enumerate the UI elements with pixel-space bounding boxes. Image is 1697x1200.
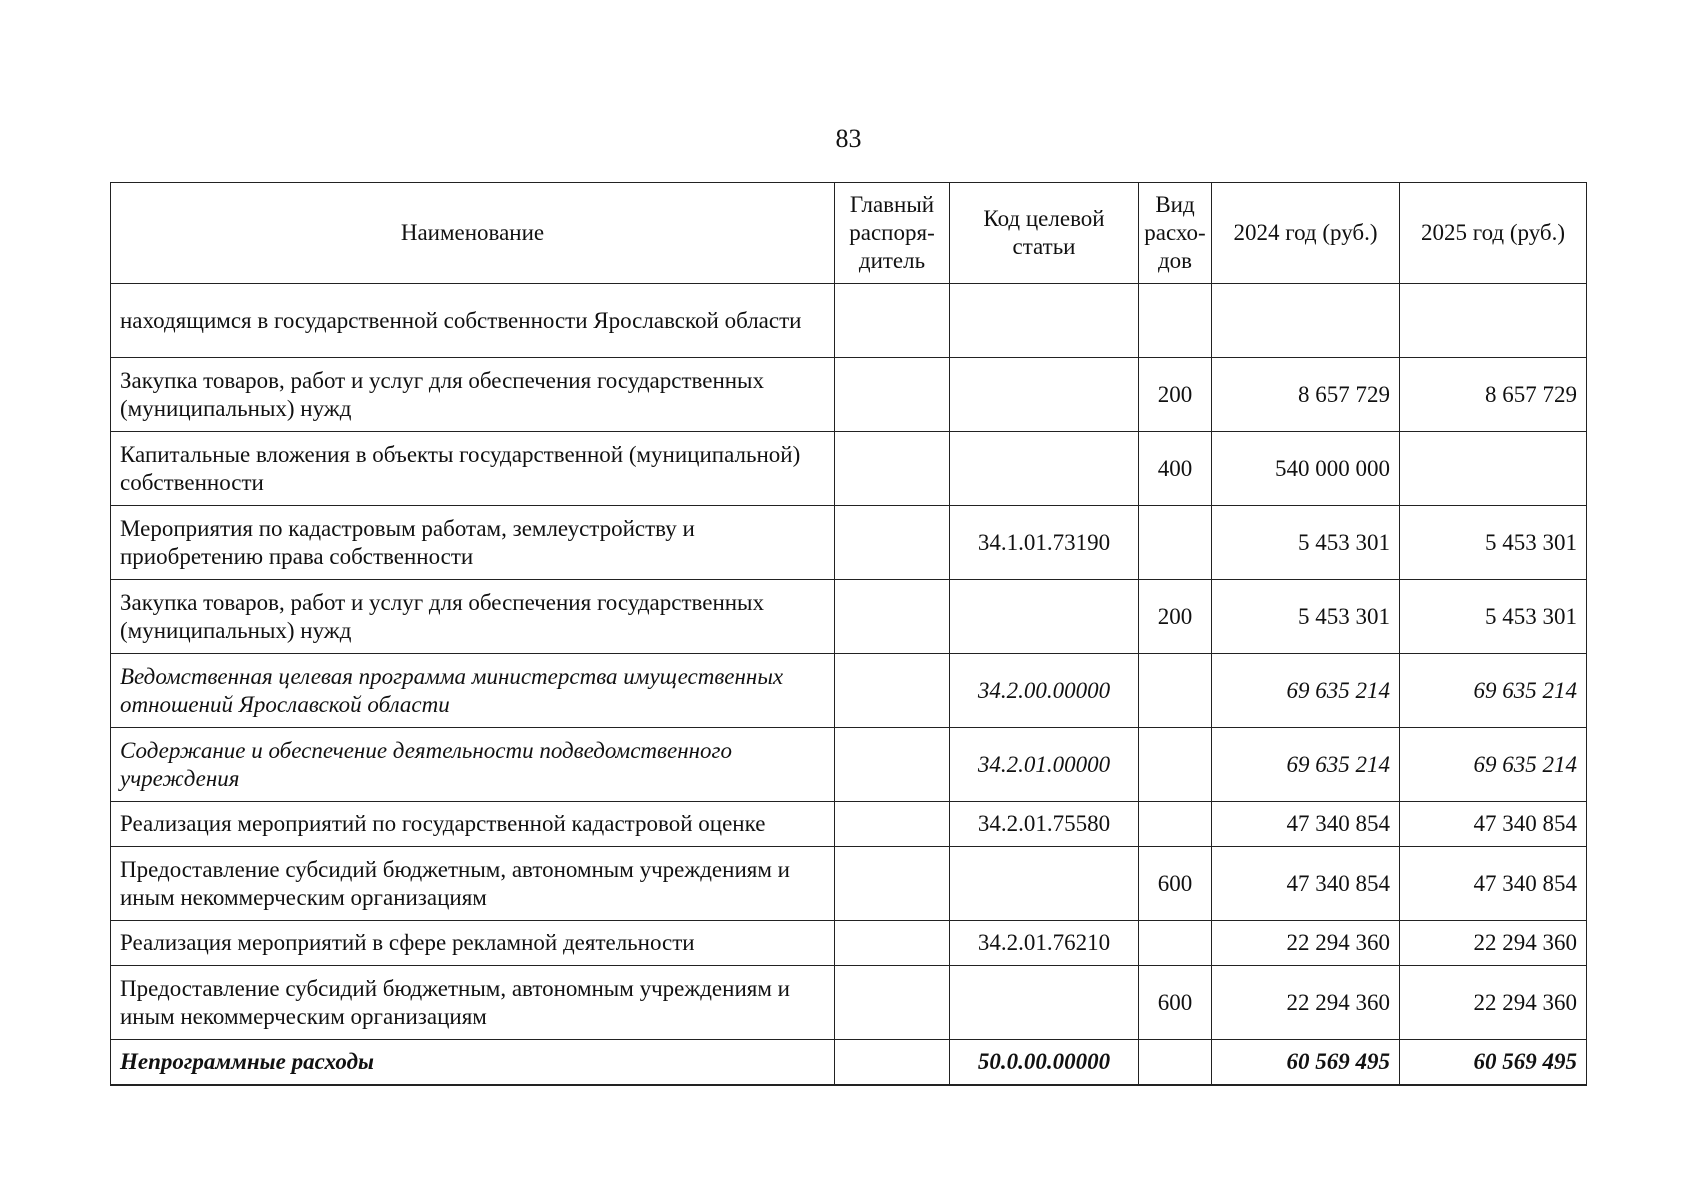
cell-2024: 540 000 000 xyxy=(1212,432,1400,506)
cell-2025: 60 569 495 xyxy=(1400,1040,1587,1085)
cell-type: 200 xyxy=(1139,580,1212,654)
cell-code xyxy=(950,847,1139,921)
table-row xyxy=(111,921,1587,966)
cell-type: 200 xyxy=(1139,358,1212,432)
cell-name: Капитальные вложения в объекты государственной (муниципальной) собственности xyxy=(111,432,835,506)
cell-2025: 69 635 214 xyxy=(1400,654,1587,728)
cell-type: 600 xyxy=(1139,847,1212,921)
cell-name: Закупка товаров, работ и услуг для обеспечения государственных (муниципальных) нужд xyxy=(111,358,835,432)
cell-type xyxy=(1139,728,1212,802)
cell-2025: 5 453 301 xyxy=(1400,580,1587,654)
cell-2024: 22 294 360 xyxy=(1212,966,1400,1040)
cell-type xyxy=(1139,654,1212,728)
cell-code xyxy=(950,966,1139,1040)
cell-code xyxy=(950,432,1139,506)
cell-code: 34.2.01.00000 xyxy=(950,728,1139,802)
cell-2025: 22 294 360 xyxy=(1400,966,1587,1040)
cell-name: находящимся в государственной собственности Ярославской области xyxy=(111,284,835,358)
cell-2025: 69 635 214 xyxy=(1400,728,1587,802)
cell-manager xyxy=(835,966,950,1040)
cell-name: Реализация мероприятий по государственной кадастровой оценке xyxy=(111,802,835,847)
cell-2025 xyxy=(1400,432,1587,506)
cell-manager xyxy=(835,358,950,432)
cell-code: 50.0.00.00000 xyxy=(950,1040,1139,1085)
table-row xyxy=(111,506,1587,580)
table-row xyxy=(111,284,1587,358)
cell-type xyxy=(1139,1040,1212,1085)
table-row xyxy=(111,580,1587,654)
header-type: Вид расхо-дов xyxy=(1139,183,1212,284)
cell-code xyxy=(950,284,1139,358)
cell-code xyxy=(950,580,1139,654)
table-row xyxy=(111,1040,1587,1085)
cell-name: Закупка товаров, работ и услуг для обеспечения государственных (муниципальных) нужд xyxy=(111,580,835,654)
header-name: Наименование xyxy=(111,183,835,284)
cell-2024: 60 569 495 xyxy=(1212,1040,1400,1085)
cell-2025: 8 657 729 xyxy=(1400,358,1587,432)
cell-2024: 5 453 301 xyxy=(1212,580,1400,654)
cell-2024: 69 635 214 xyxy=(1212,728,1400,802)
cell-manager xyxy=(835,728,950,802)
table-row xyxy=(111,847,1587,921)
cell-2025: 22 294 360 xyxy=(1400,921,1587,966)
cell-code: 34.1.01.73190 xyxy=(950,506,1139,580)
page-number: 83 xyxy=(835,124,862,153)
cell-2024: 8 657 729 xyxy=(1212,358,1400,432)
cell-2024 xyxy=(1212,284,1400,358)
table-body xyxy=(111,284,1587,1085)
cell-manager xyxy=(835,506,950,580)
cell-name: Содержание и обеспечение деятельности подведомственного учреждения xyxy=(111,728,835,802)
header-2024: 2024 год (руб.) xyxy=(1212,183,1400,284)
cell-type xyxy=(1139,802,1212,847)
cell-type: 400 xyxy=(1139,432,1212,506)
cell-2024: 5 453 301 xyxy=(1212,506,1400,580)
cell-2025 xyxy=(1400,284,1587,358)
cell-code: 34.2.00.00000 xyxy=(950,654,1139,728)
header-2025: 2025 год (руб.) xyxy=(1400,183,1587,284)
cell-manager xyxy=(835,802,950,847)
cell-manager xyxy=(835,1040,950,1085)
cell-type: 600 xyxy=(1139,966,1212,1040)
cell-type xyxy=(1139,506,1212,580)
table-header-row xyxy=(111,183,1587,284)
table-row xyxy=(111,432,1587,506)
cell-name: Предоставление субсидий бюджетным, автономным учреждениям и иным некоммерческим организациям xyxy=(111,847,835,921)
header-code: Код целевой статьи xyxy=(950,183,1139,284)
table-row xyxy=(111,728,1587,802)
cell-manager xyxy=(835,580,950,654)
cell-name: Непрограммные расходы xyxy=(111,1040,835,1085)
cell-name: Мероприятия по кадастровым работам, землеустройству и приобретению права собственности xyxy=(111,506,835,580)
cell-code: 34.2.01.75580 xyxy=(950,802,1139,847)
cell-2024: 47 340 854 xyxy=(1212,847,1400,921)
cell-2025: 5 453 301 xyxy=(1400,506,1587,580)
cell-2025: 47 340 854 xyxy=(1400,802,1587,847)
cell-manager xyxy=(835,847,950,921)
table-row xyxy=(111,358,1587,432)
cell-2024: 22 294 360 xyxy=(1212,921,1400,966)
cell-name: Предоставление субсидий бюджетным, автономным учреждениям и иным некоммерческим организациям xyxy=(111,966,835,1040)
cell-manager xyxy=(835,921,950,966)
header-manager: Главный распоря-дитель xyxy=(835,183,950,284)
cell-manager xyxy=(835,654,950,728)
cell-manager xyxy=(835,284,950,358)
cell-code xyxy=(950,358,1139,432)
cell-name: Реализация мероприятий в сфере рекламной деятельности xyxy=(111,921,835,966)
budget-table xyxy=(110,182,1587,1086)
cell-type xyxy=(1139,921,1212,966)
cell-2025: 47 340 854 xyxy=(1400,847,1587,921)
cell-manager xyxy=(835,432,950,506)
table-row xyxy=(111,966,1587,1040)
table-row xyxy=(111,802,1587,847)
table-row xyxy=(111,654,1587,728)
cell-2024: 47 340 854 xyxy=(1212,802,1400,847)
cell-type xyxy=(1139,284,1212,358)
cell-code: 34.2.01.76210 xyxy=(950,921,1139,966)
cell-2024: 69 635 214 xyxy=(1212,654,1400,728)
cell-name: Ведомственная целевая программа министерства имущественных отношений Ярославской области xyxy=(111,654,835,728)
